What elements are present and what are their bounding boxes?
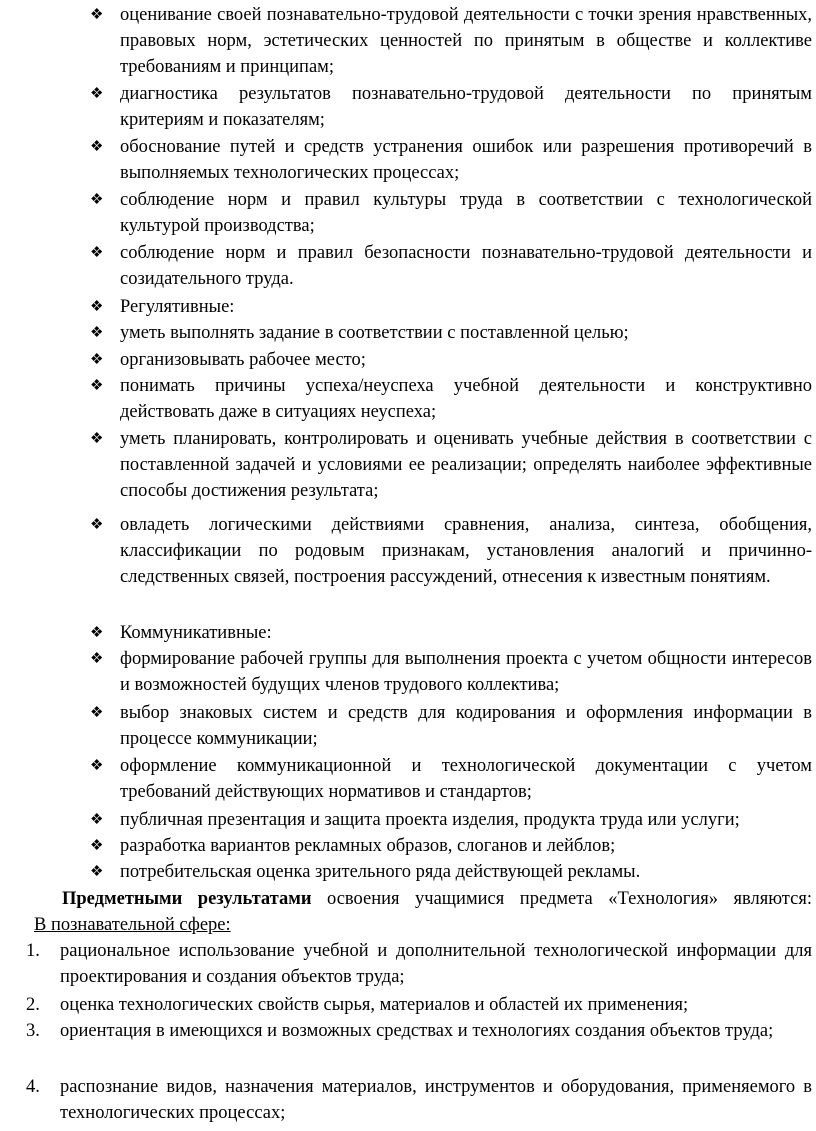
diamond-bullet-icon: ❖ (90, 325, 104, 341)
list-item (90, 807, 812, 833)
diamond-bullet-icon: ❖ (90, 812, 104, 828)
list-item-text: формирование рабочей группы для выполнения проекта с учетом общности интересов и возможностей будущих членов трудового коллектива; (120, 649, 812, 696)
list-item-text: соблюдение норм и правил безопасности познавательно-трудовой деятельности и созидательного труда. (120, 243, 812, 290)
subject-results-paragraph (62, 886, 812, 912)
diamond-bullet-icon: ❖ (90, 7, 104, 23)
diamond-bullet-icon: ❖ (90, 864, 104, 880)
list-item (90, 700, 812, 752)
list-item (90, 320, 812, 346)
diamond-bullet-icon: ❖ (90, 517, 104, 533)
list-item-text: уметь планировать, контролировать и оценивать учебные действия в соответствии с поставленной задачей и условиями ее реализации; определять наиболее эффективные способы достижения результата; (120, 429, 812, 502)
list-item-text: разработка вариантов рекламных образов, слоганов и лейблов; (120, 836, 616, 856)
diamond-bullet-icon: ❖ (90, 299, 104, 315)
list-item-text: оформление коммуникационной и технологической документации с учетом требований действующих нормативов и стандартов; (120, 756, 812, 803)
list-item-text: публичная презентация и защита проекта изделия, продукта труда или услуги; (120, 810, 740, 830)
list-item (90, 426, 812, 505)
list-item-text: Регулятивные: (120, 297, 235, 317)
diamond-bullet-icon: ❖ (90, 139, 104, 155)
list-item-text: овладеть логическими действиями сравнения, анализа, синтеза, обобщения, классификации по родовым признакам, установления аналогий и причинно-следственных связей, построения рассуждений, отнесения к известным понятиям. (120, 515, 812, 588)
list-item-text: диагностика результатов познавательно-трудовой деятельности по принятым критериям и показателям; (120, 84, 812, 131)
item-number: 1. (26, 941, 40, 961)
list-item (90, 512, 812, 591)
diamond-bullet-icon: ❖ (90, 352, 104, 368)
list-item-text: уметь выполнять задание в соответствии с поставленной целью; (120, 323, 629, 343)
item-number: 2. (26, 995, 40, 1015)
cognitive-sphere-heading: В познавательной сфере: (34, 915, 231, 935)
list-item-text: Коммуникативные: (120, 623, 272, 643)
list-item-text: понимать причины успеха/неуспеха учебной деятельности и конструктивно действовать даже в ситуациях неуспеха; (120, 376, 812, 423)
diamond-bullet-icon: ❖ (90, 838, 104, 854)
numbered-item-text: ориентация в имеющихся и возможных средствах и технологиях создания объектов труда; (60, 1021, 774, 1041)
subject-results-bold: Предметными результатами (62, 889, 312, 909)
list-item (90, 859, 812, 885)
list-item (90, 240, 812, 292)
subject-results-text: освоения учащимися предмета «Технология» являются: (311, 889, 812, 909)
section-label-communicative (90, 620, 812, 646)
list-item-text: обоснование путей и средств устранения ошибок или разрешения противоречий в выполняемых технологических процессах; (120, 137, 812, 184)
list-item (90, 347, 812, 373)
diamond-bullet-icon: ❖ (90, 245, 104, 261)
list-item (90, 81, 812, 133)
list-item (90, 134, 812, 186)
diamond-bullet-icon: ❖ (90, 192, 104, 208)
numbered-item-text: оценка технологических свойств сырья, материалов и областей их применения; (60, 995, 689, 1015)
numbered-item (26, 1018, 812, 1044)
diamond-bullet-icon: ❖ (90, 651, 104, 667)
section-label-regulatory (90, 294, 812, 320)
list-item (90, 187, 812, 239)
list-item-text: выбор знаковых систем и средств для кодирования и оформления информации в процессе коммуникации; (120, 703, 812, 750)
numbered-item (26, 992, 812, 1018)
list-item (90, 646, 812, 698)
diamond-bullet-icon: ❖ (90, 378, 104, 394)
list-item (90, 373, 812, 425)
item-number: 4. (26, 1077, 40, 1097)
numbered-item-text: распознание видов, назначения материалов, инструментов и оборудования, применяемого в технологических процессах; (60, 1077, 812, 1124)
numbered-item (26, 1074, 812, 1126)
diamond-bullet-icon: ❖ (90, 758, 104, 774)
list-item-text: потребительская оценка зрительного ряда действующей рекламы. (120, 862, 641, 882)
list-item (90, 833, 812, 859)
list-item (90, 753, 812, 805)
list-item (90, 2, 812, 81)
numbered-item-text: рациональное использование учебной и дополнительной технологической информации для проектирования и создания объектов труда; (60, 941, 812, 988)
list-item-text: соблюдение норм и правил культуры труда в соответствии с технологической культурой производства; (120, 190, 812, 237)
item-number: 3. (26, 1021, 40, 1041)
list-item-text: организовывать рабочее место; (120, 350, 366, 370)
diamond-bullet-icon: ❖ (90, 625, 104, 641)
numbered-item (26, 938, 812, 990)
diamond-bullet-icon: ❖ (90, 86, 104, 102)
diamond-bullet-icon: ❖ (90, 705, 104, 721)
diamond-bullet-icon: ❖ (90, 431, 104, 447)
list-item-text: оценивание своей познавательно-трудовой деятельности с точки зрения нравственных, правовых норм, эстетических ценностей по принятым в обществе и коллективе требованиям и принципам; (120, 5, 812, 78)
